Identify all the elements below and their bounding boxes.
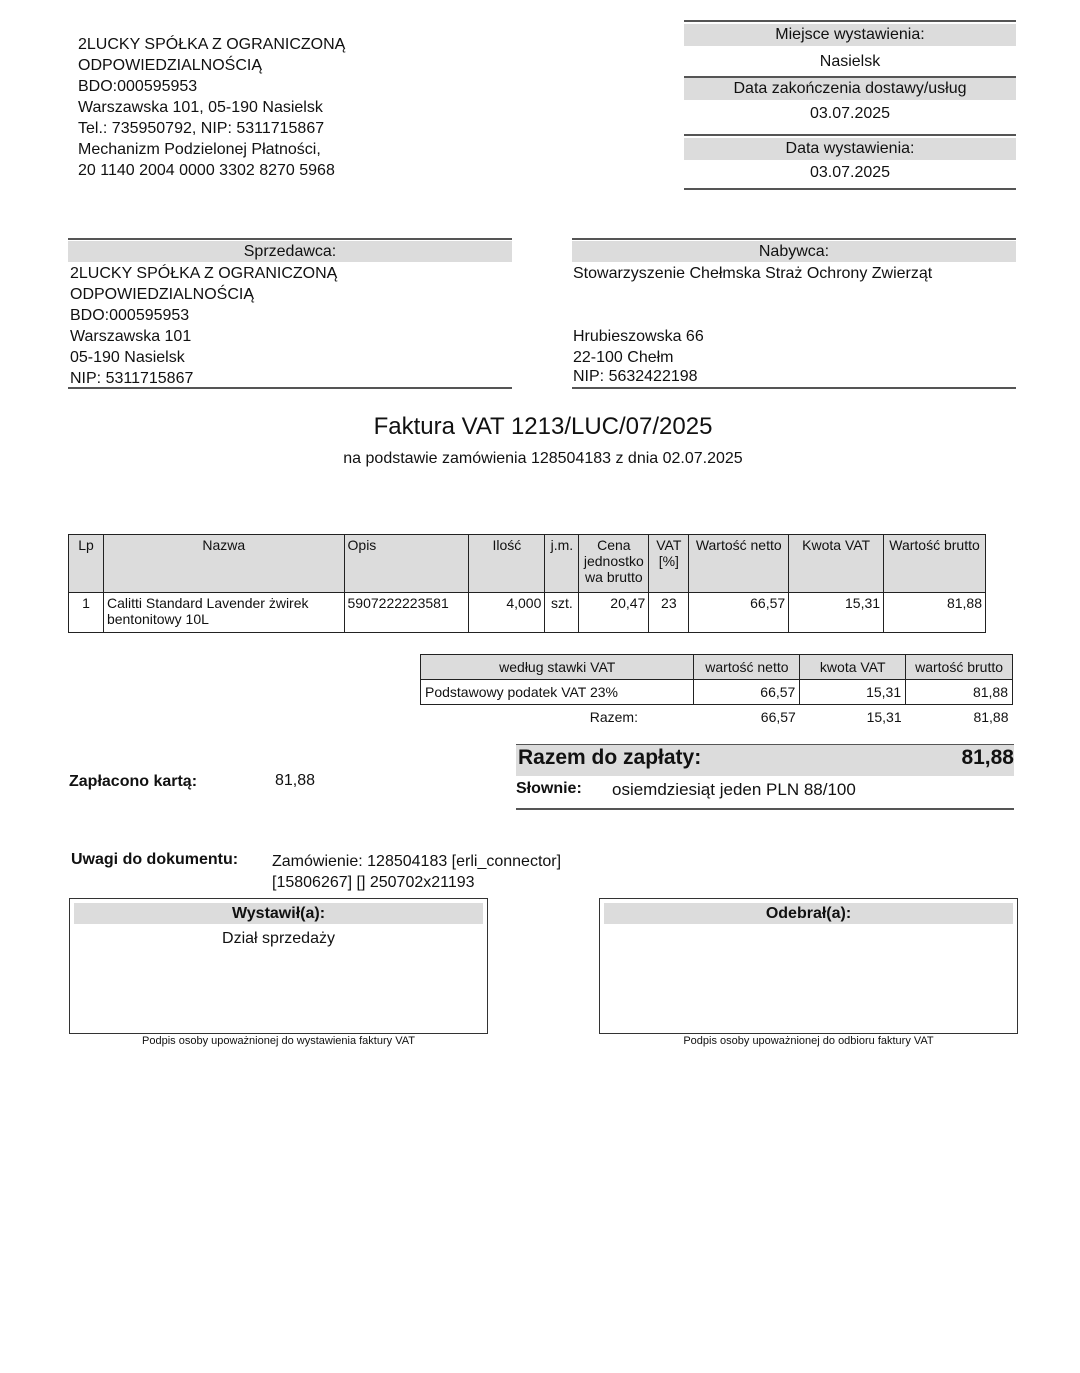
meta-top-rule (684, 20, 1016, 22)
words-rule (516, 808, 1014, 810)
issuer-line: 20 1140 2004 0000 3302 8270 5968 (78, 162, 335, 179)
delivery-date-value: 03.07.2025 (809, 105, 891, 122)
cell-desc: 5907222223581 (344, 593, 469, 633)
issue-date-label: Data wystawienia: (684, 138, 1016, 160)
vat-gross: 81,88 (906, 680, 1013, 705)
place-value: Nasielsk (819, 53, 881, 70)
paid-label: Zapłacono kartą: (69, 773, 198, 790)
table-row (69, 593, 986, 633)
issuer-line: 2LUCKY SPÓŁKA Z OGRANICZONĄ (78, 36, 346, 53)
col-unit: j.m. (545, 535, 579, 593)
issued-by-box (69, 898, 488, 1034)
seller-line: ODPOWIEDZIALNOŚCIĄ (70, 286, 255, 303)
total-label: Razem do zapłaty: (518, 746, 702, 769)
invoice-subtitle: na podstawie zamówienia 128504183 z dnia 02.07.2025 (343, 450, 743, 467)
cell-qty: 4,000 (469, 593, 545, 633)
buyer-street: Hrubieszowska 66 (573, 328, 704, 345)
cell-vat: 23 (649, 593, 689, 633)
paid-value: 81,88 (275, 772, 316, 789)
col-desc: Opis (344, 535, 469, 593)
seller-line: 2LUCKY SPÓŁKA Z OGRANICZONĄ (70, 265, 338, 282)
seller-line: NIP: 5311715867 (70, 370, 194, 387)
words-value: osiemdziesiąt jeden PLN 88/100 (612, 780, 856, 799)
seller-line: 05-190 Nasielsk (70, 349, 185, 366)
delivery-date-label: Data zakończenia dostawy/usług (684, 78, 1016, 100)
received-by-caption: Podpis osoby upoważnionej do odbioru faktury VAT (683, 1035, 934, 1047)
col-gross: Wartość brutto (884, 535, 986, 593)
issuer-line: Mechanizm Podzielonej Płatności, (78, 141, 321, 158)
buyer-bottom-rule (572, 387, 1016, 389)
invoice-title: Faktura VAT 1213/LUC/07/2025 (373, 413, 713, 440)
col-vat: VAT [%] (649, 535, 689, 593)
col-qty: Ilość (469, 535, 545, 593)
vat-row (421, 680, 1013, 705)
issuer-line: Tel.: 735950792, NIP: 5311715867 (78, 120, 325, 137)
notes-value: Zamówienie: 128504183 [erli_connector] [15806267] [] 250702x21193 (272, 853, 562, 891)
buyer-top-rule (572, 238, 1016, 240)
vat-total-row (421, 705, 1013, 730)
seller-line: Warszawska 101 (70, 328, 192, 345)
issued-by-caption: Podpis osoby upoważnionej do wystawienia faktury VAT (142, 1035, 415, 1047)
cell-vat-amount: 15,31 (789, 593, 884, 633)
meta-rule (684, 134, 1016, 136)
cell-price: 20,47 (579, 593, 649, 633)
received-by-label: Odebrał(a): (604, 903, 1013, 924)
issuer-line: BDO:000595953 (78, 78, 198, 95)
issued-by-label: Wystawił(a): (74, 903, 483, 924)
vat-total-vat: 15,31 (866, 709, 902, 725)
cell-lp: 1 (69, 593, 104, 633)
vat-rate: Podstawowy podatek VAT 23% (421, 680, 694, 705)
vat-summary-table (420, 654, 1013, 729)
seller-label: Sprzedawca: (68, 241, 512, 262)
seller-block (70, 263, 337, 389)
vat-col-vat: kwota VAT (800, 655, 906, 680)
buyer-name: Stowarzyszenie Chełmska Straż Ochrony Zwierząt (573, 265, 933, 282)
total-value: 81,88 (961, 746, 1014, 769)
col-lp: Lp (69, 535, 104, 593)
buyer-label: Nabywca: (572, 241, 1016, 262)
cell-unit: szt. (545, 593, 579, 633)
seller-top-rule (68, 238, 512, 240)
issuer-line: Warszawska 101, 05-190 Nasielsk (78, 99, 323, 116)
col-net: Wartość netto (689, 535, 789, 593)
vat-header-row (421, 655, 1013, 680)
received-by-box (599, 898, 1018, 1034)
issuer-line: ODPOWIEDZIALNOŚCIĄ (78, 57, 263, 74)
issue-date-value: 03.07.2025 (809, 164, 891, 181)
issuer-block (78, 34, 345, 181)
meta-bottom-rule (684, 188, 1016, 190)
col-vat-amount: Kwota VAT (789, 535, 884, 593)
notes-label: Uwagi do dokumentu: (71, 851, 239, 868)
items-header-row (69, 535, 986, 593)
cell-gross: 81,88 (884, 593, 986, 633)
vat-col-rate: według stawki VAT (421, 655, 694, 680)
place-label: Miejsce wystawienia: (684, 24, 1016, 46)
seller-bottom-rule (68, 387, 512, 389)
col-price: Cena jednostko wa brutto (579, 535, 649, 593)
vat-total-gross: 81,88 (973, 709, 1009, 725)
words-label: Słownie: (516, 780, 582, 797)
vat-col-net: wartość netto (694, 655, 800, 680)
vat-col-gross: wartość brutto (906, 655, 1013, 680)
seller-line: BDO:000595953 (70, 307, 190, 324)
items-table (68, 534, 986, 633)
cell-name: Calitti Standard Lavender żwirek bentonitowy 10L (103, 593, 344, 633)
vat-total-net: 66,57 (760, 709, 796, 725)
vat-total-label: Razem: (589, 709, 638, 725)
buyer-city: 22-100 Chełm (573, 349, 674, 366)
col-name: Nazwa (103, 535, 344, 593)
issued-by-value: Dział sprzedaży (222, 930, 335, 947)
cell-net: 66,57 (689, 593, 789, 633)
vat-vat: 15,31 (800, 680, 906, 705)
buyer-nip: NIP: 5632422198 (573, 368, 698, 385)
vat-net: 66,57 (694, 680, 800, 705)
